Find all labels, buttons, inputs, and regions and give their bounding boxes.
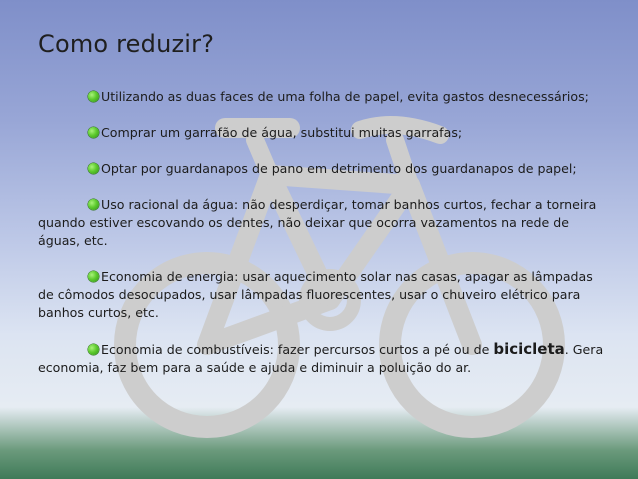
- bullet-item-water-use: [38, 196, 610, 250]
- bullet-text: Optar por guardanapos de pano em detrimento dos guardanapos de papel;: [101, 161, 577, 176]
- bullet-text-before: Economia de combustíveis: fazer percursos curtos a pé ou de: [101, 342, 494, 357]
- green-dot-icon: [88, 199, 99, 210]
- green-dot-icon: [88, 127, 99, 138]
- green-dot-icon: [88, 271, 99, 282]
- slide-title: Como reduzir?: [38, 30, 215, 58]
- bullet-item-water-jug: [38, 124, 610, 142]
- bullet-item-energy: [38, 268, 610, 322]
- bullet-list: [38, 88, 610, 377]
- bullet-item-fuel: [38, 340, 610, 377]
- bullet-emphasis: bicicleta: [493, 340, 565, 358]
- bullet-text: Economia de energia: usar aquecimento solar nas casas, apagar as lâmpadas de cômodos desocupados, usar lâmpadas fluorescentes, usar o chuveiro elétrico para banhos curtos, etc.: [38, 269, 593, 320]
- bullet-text: Uso racional da água: não desperdiçar, tomar banhos curtos, fechar a torneira quando estiver escovando os dentes, não deixar que ocorra vazamentos na rede de águas, etc.: [38, 197, 597, 248]
- bullet-item-paper: [38, 88, 610, 106]
- green-dot-icon: [88, 91, 99, 102]
- bullet-item-napkins: [38, 160, 610, 178]
- green-dot-icon: [88, 344, 99, 355]
- bullet-text: Comprar um garrafão de água, substitui muitas garrafas;: [101, 125, 463, 140]
- bullet-text: Utilizando as duas faces de uma folha de papel, evita gastos desnecessários;: [101, 89, 589, 104]
- green-dot-icon: [88, 163, 99, 174]
- bullet-text-after: . Gera economia, faz bem para a saúde e ajuda e diminuir a poluição do ar.: [38, 342, 604, 375]
